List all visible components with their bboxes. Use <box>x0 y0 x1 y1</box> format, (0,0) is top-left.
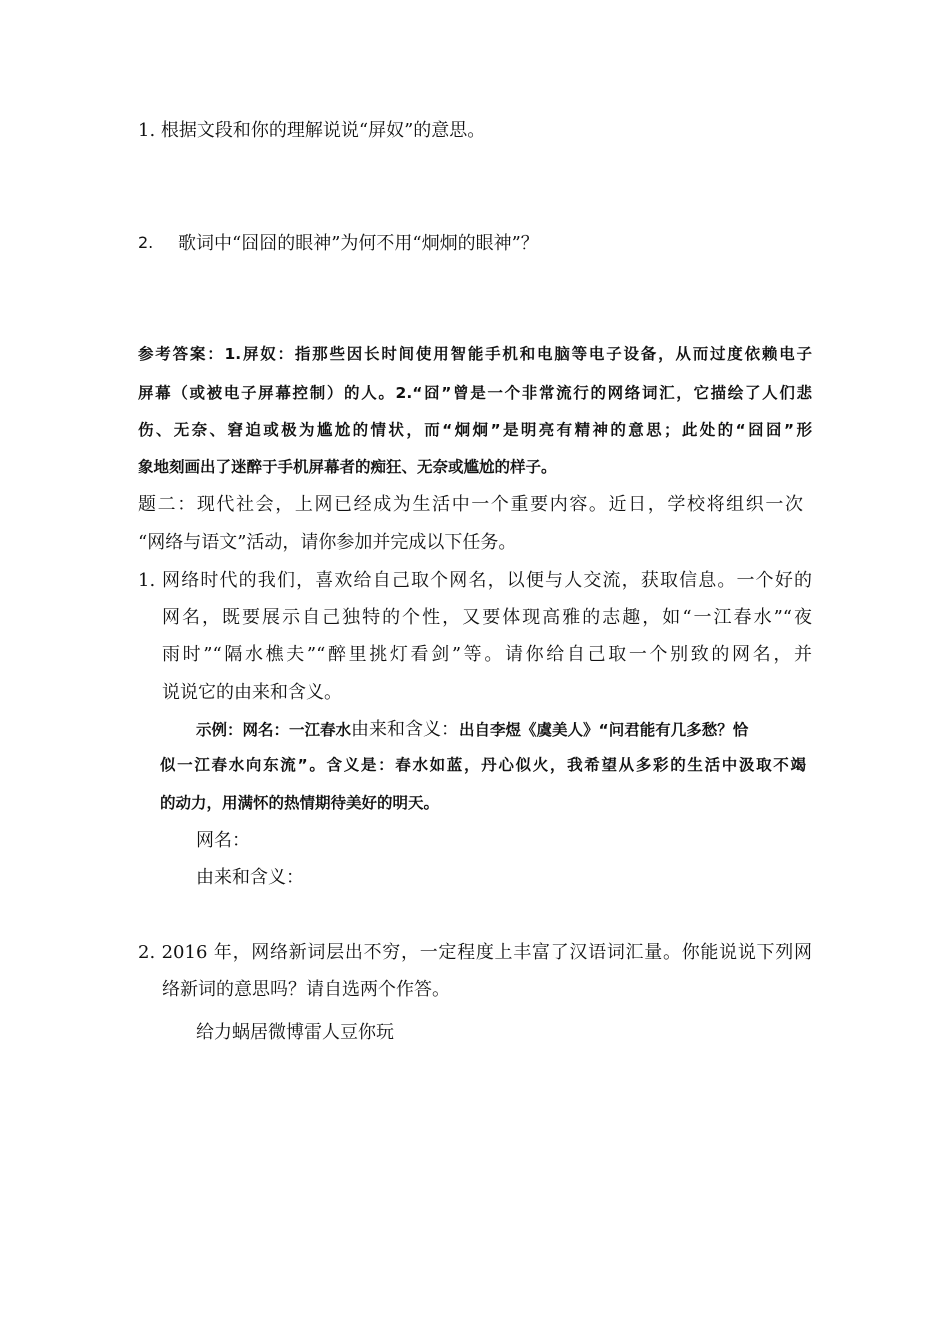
task1-line-1: 1. 网络时代的我们，喜欢给自己取个网名，以便与人交流，获取信息。一个好的 <box>138 570 812 591</box>
example-label: 示例：网名：一江春水 <box>196 721 352 739</box>
answer-line-2: 屏幕（或被电子屏幕控制）的人。2.“囧”曾是一个非常流行的网络词汇，它描绘了人们悲 <box>138 384 812 402</box>
task2-line-2: 络新词的意思吗？请自选两个作答。 <box>162 979 450 1000</box>
example-line-1 <box>196 715 748 741</box>
example-origin-text: 出自李煜《虞美人》“问君能有几多愁？恰 <box>459 721 749 739</box>
task1-line-4: 说说它的由来和含义。 <box>162 682 342 703</box>
task1-line-2: 网名，既要展示自己独特的个性，又要体现高雅的志趣，如“一江春水”“夜 <box>162 607 812 628</box>
example-origin-label: 由来和含义： <box>351 719 460 740</box>
task2-words: 给力蜗居微博雷人豆你玩 <box>196 1022 394 1043</box>
example-line-3: 的动力，用满怀的热情期待美好的明天。 <box>160 794 440 812</box>
meaning-label: 由来和含义： <box>196 867 304 888</box>
answer-line-3: 伤、无奈、窘迫或极为尴尬的情状，而“炯炯”是明亮有精神的意思；此处的“囧囧”形 <box>138 421 812 439</box>
question-2-number: 2. <box>138 233 154 252</box>
question-2-text: 歌词中“囧囧的眼神”为何不用“炯炯的眼神”？ <box>178 233 539 254</box>
task2-line-1: 2. 2016 年，网络新词层出不穷，一定程度上丰富了汉语词汇量。你能说说下列网 <box>138 942 812 963</box>
topic2-line-2: “网络与语文”活动，请你参加并完成以下任务。 <box>138 532 517 553</box>
topic2-line-1: 题二：现代社会，上网已经成为生活中一个重要内容。近日，学校将组织一次 <box>138 494 803 515</box>
task1-line-3: 雨时”“隔水樵夫”“醉里挑灯看剑”等。请你给自己取一个别致的网名，并 <box>162 644 812 665</box>
name-label: 网名： <box>196 830 250 851</box>
question-1: 1. 根据文段和你的理解说说“屏奴”的意思。 <box>138 120 486 141</box>
answer-line-4: 象地刻画出了迷醉于手机屏幕者的痴狂、无奈或尴尬的样子。 <box>138 458 557 476</box>
answer-line-1: 参考答案：1.屏奴：指那些因长时间使用智能手机和电脑等电子设备，从而过度依赖电子 <box>138 345 812 363</box>
example-line-2: 似一江春水向东流”。含义是：春水如蓝，丹心似火，我希望从多彩的生活中汲取不竭 <box>160 756 806 774</box>
